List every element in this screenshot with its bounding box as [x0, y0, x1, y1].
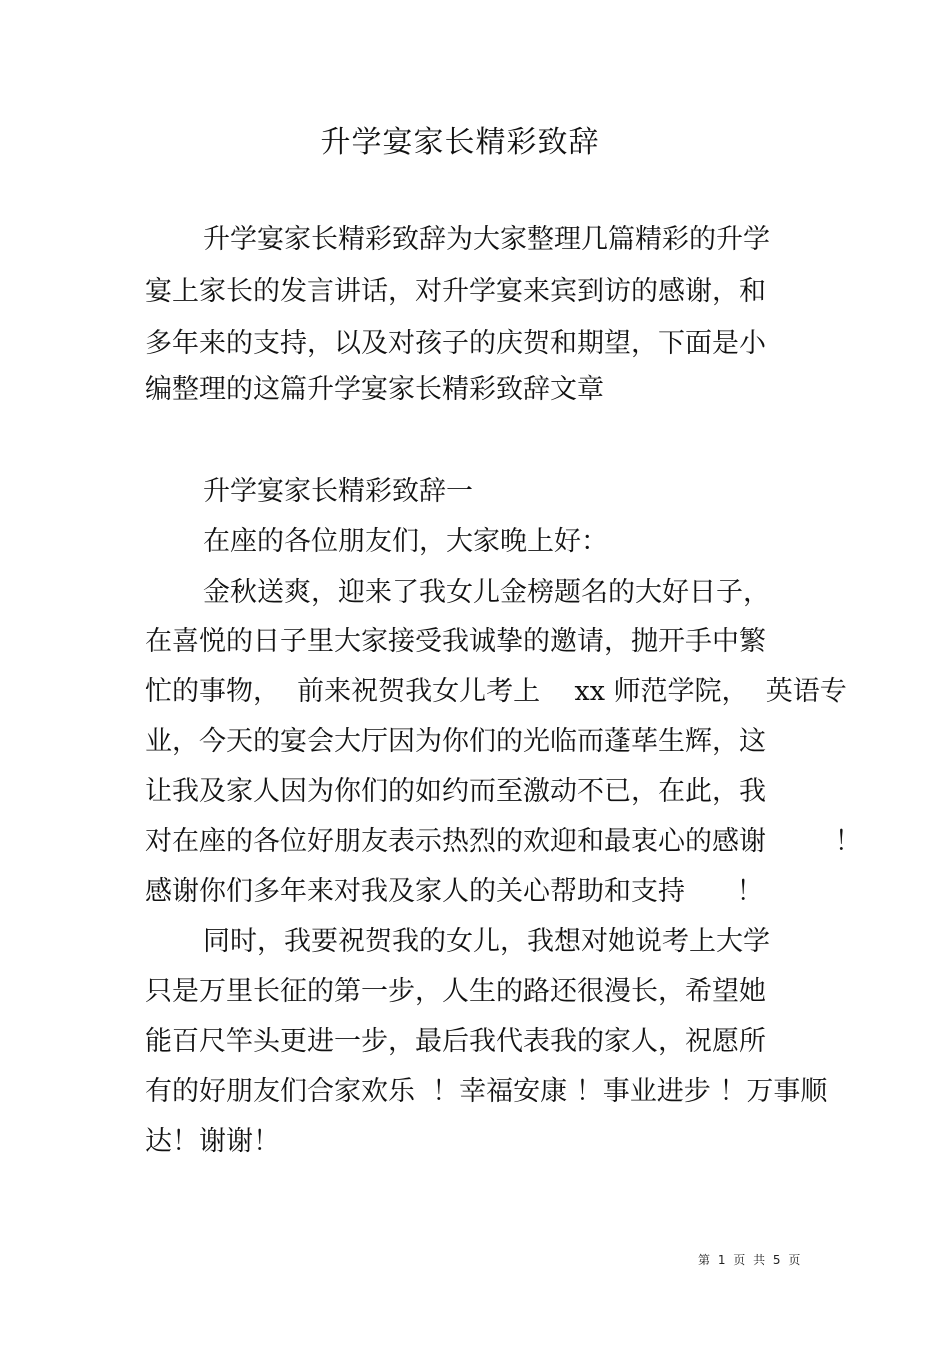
intro-line: 编整理的这篇升学宴家长精彩致辞文章 — [145, 374, 604, 405]
paragraph-line: 达！谢谢！ — [145, 1126, 280, 1157]
section-heading: 升学宴家长精彩致辞一 — [203, 476, 473, 507]
paragraph-line: 能百尺竿头更进一步，最后我代表我的家人，祝愿所 — [145, 1026, 766, 1057]
intro-line: 升学宴家长精彩致辞为大家整理几篇精彩的升学 — [203, 224, 770, 255]
paragraph-line: 忙的事物， 前来祝贺我女儿考上 xx 师范学院， 英语专 — [145, 676, 847, 707]
document-title: 升学宴家长精彩致辞 — [320, 125, 600, 160]
paragraph-line: 对在座的各位好朋友表示热烈的欢迎和最衷心的感谢 ！ — [145, 826, 862, 857]
paragraph-line: 让我及家人因为你们的如约而至激动不已，在此，我 — [145, 776, 766, 807]
intro-line: 多年来的支持，以及对孩子的庆贺和期望，下面是小 — [145, 328, 766, 359]
paragraph-line: 只是万里长征的第一步，人生的路还很漫长，希望她 — [145, 976, 766, 1007]
paragraph-line: 同时，我要祝贺我的女儿，我想对她说考上大学 — [203, 926, 770, 957]
paragraph-line: 金秋送爽，迎来了我女儿金榜题名的大好日子， — [203, 577, 770, 608]
paragraph-line: 感谢你们多年来对我及家人的关心帮助和支持 ！ — [145, 876, 764, 907]
intro-line: 宴上家长的发言讲话，对升学宴来宾到访的感谢，和 — [145, 276, 766, 307]
greeting: 在座的各位朋友们，大家晚上好： — [203, 526, 608, 557]
paragraph-line: 有的好朋友们合家欢乐 ！幸福安康 ！事业进步 ！万事顺 — [145, 1076, 828, 1107]
paragraph-line: 在喜悦的日子里大家接受我诚挚的邀请，抛开手中繁 — [145, 626, 766, 657]
page-number-footer: 第 1 页 共 5 页 — [698, 1253, 803, 1267]
paragraph-line: 业，今天的宴会大厅因为你们的光临而蓬荜生辉，这 — [145, 726, 766, 757]
